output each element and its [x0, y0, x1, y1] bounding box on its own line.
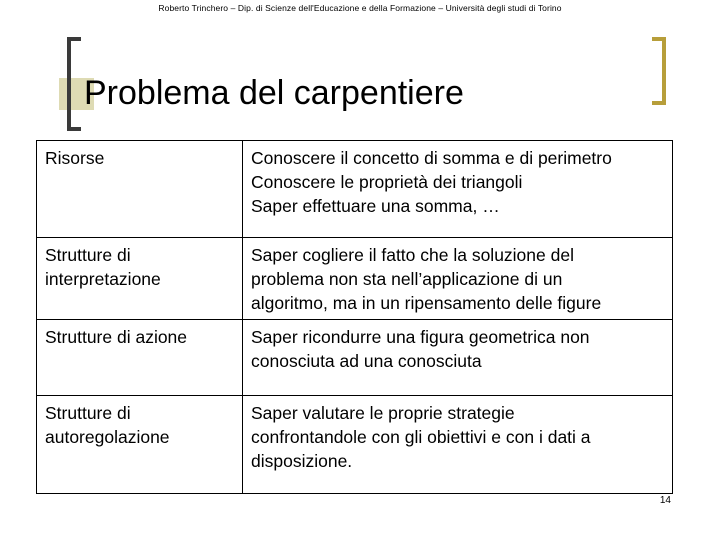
- row-label-azione: Strutture di azione: [37, 320, 243, 396]
- slide-title: Problema del carpentiere: [84, 74, 464, 112]
- content-line: Conoscere le proprietà dei triangoli: [251, 172, 523, 192]
- content-line: Saper effettuare una somma, …: [251, 196, 500, 216]
- row-label-interpretazione: Strutture di interpretazione: [37, 238, 243, 320]
- content-line: disposizione.: [251, 451, 353, 471]
- row-content-interpretazione: [243, 238, 673, 320]
- content-line: confrontandole con gli obiettivi e con i dati a: [251, 427, 591, 447]
- slide-header: Roberto Trinchero – Dip. di Scienze dell'Educazione e della Formazione – Università degli studi di Torino: [158, 3, 562, 13]
- right-bracket-decoration: [652, 37, 666, 105]
- content-line: Saper cogliere il fatto che la soluzione del: [251, 245, 574, 265]
- left-bracket-decoration: [67, 37, 81, 131]
- content-line: conosciuta ad una conosciuta: [251, 351, 482, 371]
- content-line: Saper ricondurre una figura geometrica non: [251, 327, 590, 347]
- content-line: Conoscere il concetto di somma e di perimetro: [251, 148, 612, 168]
- row-label-autoregolazione: Strutture di autoregolazione: [37, 396, 243, 494]
- competence-table: [36, 140, 673, 494]
- page-number: 14: [659, 495, 671, 506]
- row-label-risorse: Risorse: [37, 141, 243, 238]
- row-content-autoregolazione: [243, 396, 673, 494]
- content-line: algoritmo, ma in un ripensamento delle figure: [251, 293, 602, 313]
- table-row: [37, 396, 673, 494]
- table-row: [37, 320, 673, 396]
- content-line: Saper valutare le proprie strategie: [251, 403, 515, 423]
- row-content-risorse: [243, 141, 673, 238]
- row-content-azione: [243, 320, 673, 396]
- content-line: problema non sta nell’applicazione di un: [251, 269, 563, 289]
- table-row: [37, 238, 673, 320]
- table-row: [37, 141, 673, 238]
